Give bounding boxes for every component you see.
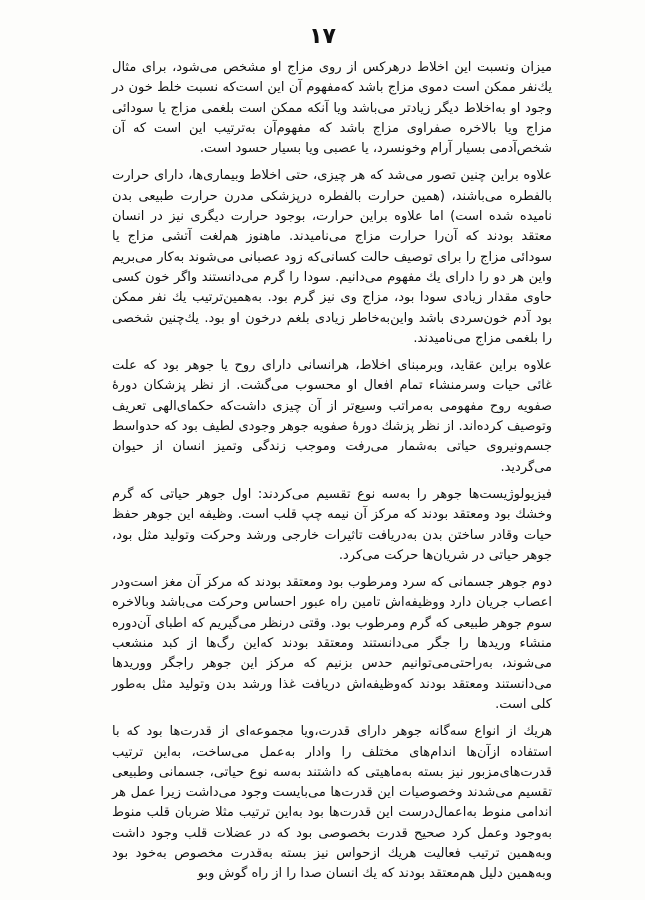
paragraph-6: هریك از انواع سه‌گانه جوهر دارای قدرت،ویا مجموعه‌ای از قدرت‌ها بود که با استفاده ازآن‌ها اندام‌های مختلف را وادار به‌عمل می‌ساخت، به‌این ترتیب قدرت‌های‌مزبور نیز بسته به‌ماهیتی که داشتند به‌سه نوع حیاتی، جسمانی وطبیعی تقسیم می‌شدند وخصوصیات این قدرت‌ها می‌بایست وجود می‌داشت زیرا عمل هر اندامی منوط به‌اعمال‌درست این قدرت‌ها بود به‌این ترتیب مثلا ضربان قلب منوط به‌وجود وعمل کرد صحیح قدرت بخصوصی بود که در عضلات قلب وجود داشت وبه‌همین ترتیب فعالیت هریك ازحواس نیز بسته به‌قدرت مخصوص به‌خود بود وبه‌همین دلیل هم‌معتقد بودند که یك انسان صدا را از راه گوش وبو (112, 724, 552, 882)
paragraph-1: میزان ونسبت این اخلاط درهرکس از روی مزاج او مشخص می‌شود، برای مثال یك‌نفر ممکن است دموی مزاج باشد که‌مفهوم آن این است‌که نسبت خلط خون در وجود او به‌اخلاط دیگر زیادتر می‌باشد ویا آنکه ممکن است بلغمی مزاج یا سودائی مزاج ویا بالاخره صفراوی مزاج باشد که مفهوم‌آن به‌ترتیب این است که آن شخص‌آدمی بسیار آرام وخونسرد، یا عصبی ویا بسیار حسود است. (112, 60, 552, 157)
paragraph-3: علاوه براین عقاید، وبرمبنای اخلاط، هرانسانی دارای روح یا جوهر بود که علت غائی حیات وسرمنشاء تمام افعال او محسوب می‌گشت. از نظر پزشکان دورهٔ صفویه روح مفهومی به‌مراتب وسیع‌تر از آن چیزی داشت‌که حکمای‌الهی تعریف وتوصیف کرده‌اند. از نظر پزشك دورهٔ صفویه جوهر وجودی لطیف بود که حدواسط جسم‌ونیروی حیاتی به‌شمار می‌رفت وموجب زندگی وتمیز انسان از حیوان می‌گردید. (112, 358, 552, 475)
page-number: ۱۷ (309, 24, 336, 49)
body-text (112, 58, 552, 892)
paragraph-2: علاوه براین چنین تصور می‌شد که هر چیزی، حتی اخلاط وبیماری‌ها، دارای حرارت بالفطره می‌باشند، (همین حرارت بالفطره درپزشکی مدرن حرارت طبیعی بدن نامیده شده است) اما علاوه براین حرارت، بوجود حرارت دیگری نیز در انسان معتقد بودند که آن‌را حرارت مزاج می‌نامیدند. ماهنوز هم‌لغت آتشی مزاج یا سودائی مزاج را برای توصیف حالت کسانی‌که زود عصبانی می‌شوند به‌کار می‌بریم واین هر دو را دارای یك مفهوم می‌دانیم. سودا را گرم می‌دانستند واگر خون کسی حاوی مقدار زیادی سودا بود، مزاج وی نیز گرم بود. به‌همین‌ترتیب یك نفر ممکن بود آدم خون‌سردی باشد واین‌به‌خاطر زیادی بلغم درخون او بود. یك‌چنین شخصی را بلغمی مزاج می‌نامیدند. (112, 168, 552, 346)
paragraph-4: فیزیولوژیست‌ها جوهر را به‌سه نوع تقسیم می‌کردند: اول جوهر حیاتی که گرم وخشك بود ومعتقد بودند که مرکز آن نیمه چپ قلب است. وظیفه این جوهر حفظ حیات وقادر ساختن بدن به‌دریافت تاثیرات خارجی ورشد وحرکت وتولید مثل بود، جوهر حیاتی در شریان‌ها حرکت می‌کرد. (112, 486, 552, 563)
paragraph-5: دوم جوهر جسمانی که سرد ومرطوب بود ومعتقد بودند که مرکز آن مغز است‌ودر اعصاب جریان دارد ووظیفه‌اش تامین راه عبور احساس وحرکت می‌باشد وبالاخره سوم جوهر طبیعی که گرم ومرطوب بود. وقتی درنظر می‌گیریم که اطبای آن‌دوره منشاء وریدها را جگر می‌دانستند ومعتقد بودند که‌این رگ‌ها از کبد منشعب می‌شوند، به‌راحتی‌می‌توانیم حدس بزنیم که مرکز این جوهر راجگر ووریدها می‌دانستند ومعتقد بودند که‌وظیفه‌اش دریافت غذا ورشد بدن وتولید مثل به‌طور کلی است. (112, 575, 552, 712)
